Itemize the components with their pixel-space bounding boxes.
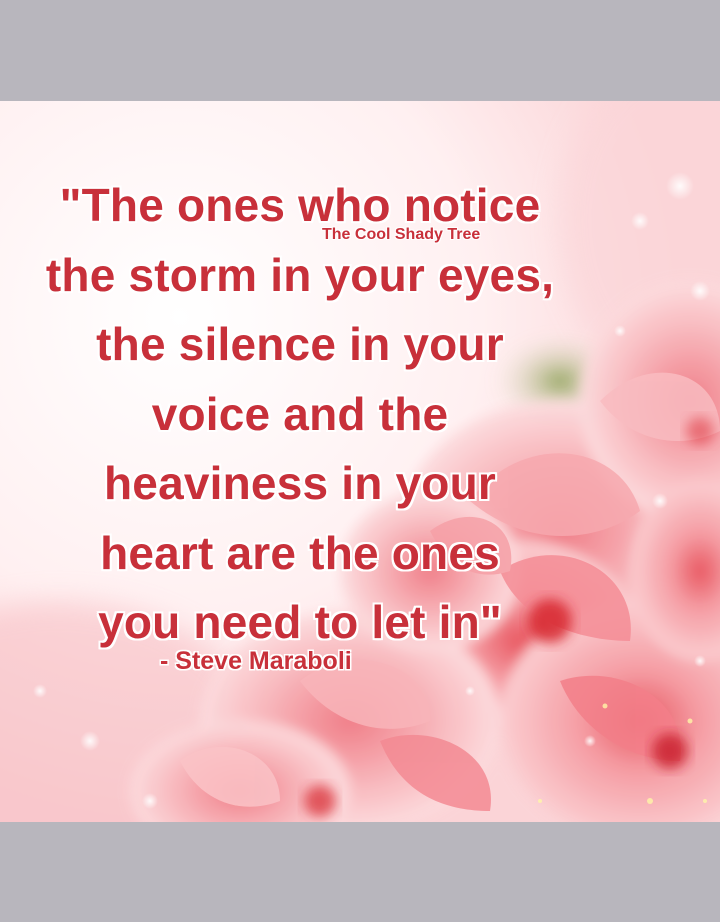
- quote-line: you need to let in": [98, 596, 502, 648]
- quote-line: heaviness in your: [104, 457, 496, 509]
- quote-attribution: - Steve Maraboli: [160, 647, 352, 675]
- quote-text: [0, 171, 600, 658]
- quote-line: "The ones who notice: [59, 179, 541, 231]
- watermark: The Cool Shady Tree: [322, 226, 481, 243]
- quote-poster: [0, 101, 720, 822]
- quote-line: voice and the: [151, 387, 449, 440]
- quote-line: the silence in your: [96, 318, 504, 370]
- quote-line: heart are the ones: [100, 526, 500, 579]
- quote-line: the storm in your eyes,: [45, 248, 555, 301]
